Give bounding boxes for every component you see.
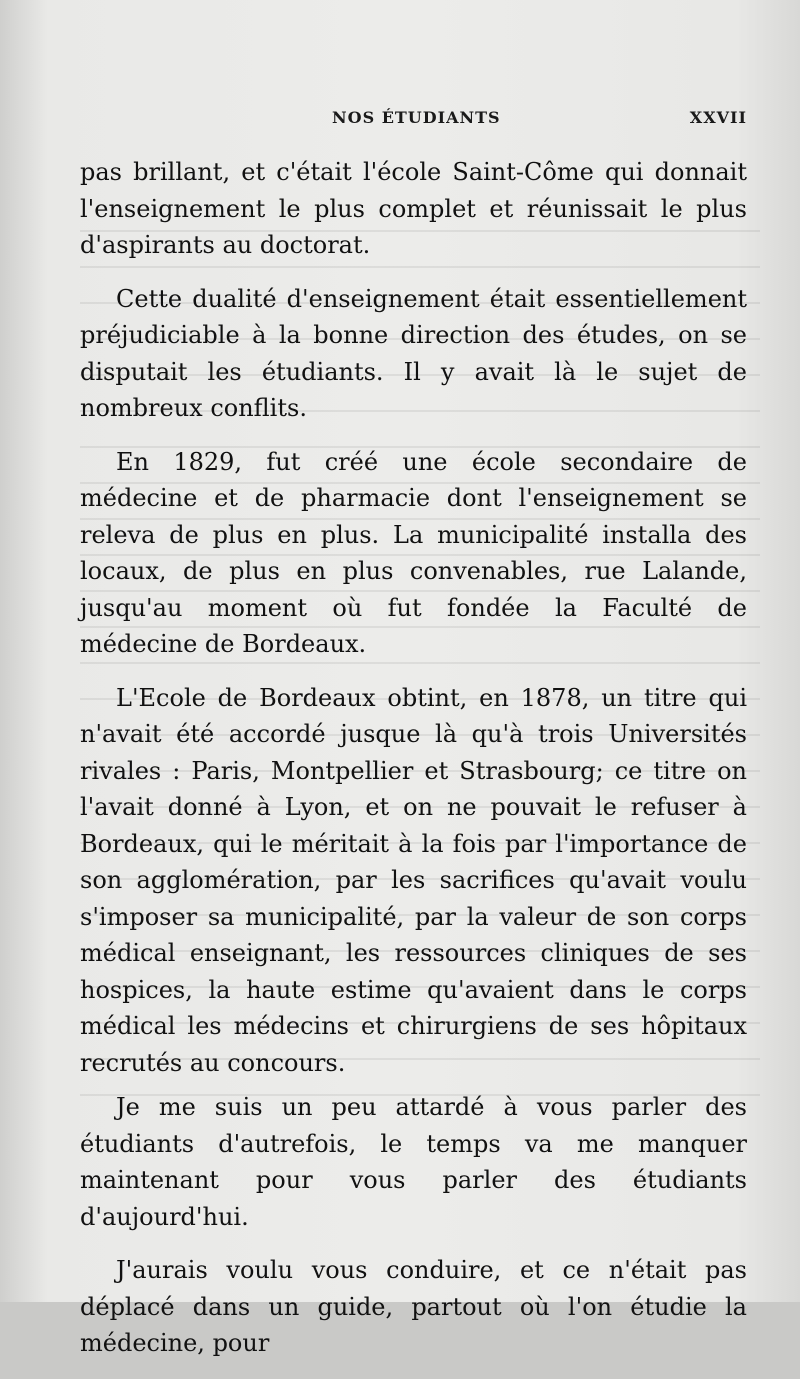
paragraph: pas brillant, et c'était l'école Saint-Côme qui donnait l'enseignement le plus complet et réunissait le plus d'aspirants au doctorat. <box>80 158 747 259</box>
paragraph: Je me suis un peu attardé à vous parler des étudiants d'autrefois, le temps va me manquer maintenant pour vous parler des étudiants d'aujourd'hui. <box>80 1093 747 1231</box>
page-number: XXVII <box>689 108 747 127</box>
paragraph: J'aurais voulu vous conduire, et ce n'était pas déplacé dans un guide, partout où l'on étudie la médecine, pour <box>80 1256 747 1357</box>
paragraph: Cette dualité d'enseignement était essentiellement préjudiciable à la bonne direction des études, on se disputait les étudiants. Il y avait là le sujet de nombreux conflits. <box>80 284 747 422</box>
body-text <box>80 154 747 1379</box>
paragraph: En 1829, fut créé une école secondaire de médecine et de pharmacie dont l'enseignement se releva de plus en plus. La municipalité installa des locaux, de plus en plus convenables, rue Lalande, jusqu'au moment où fut fondée la Faculté de médecine de Bordeaux. <box>80 447 747 658</box>
running-title: NOS ÉTUDIANTS <box>332 108 501 127</box>
page-header <box>80 108 747 130</box>
paragraph: L'Ecole de Bordeaux obtint, en 1878, un titre qui n'avait été accordé jusque là qu'à trois Universités rivales : Paris, Montpellier et Strasbourg; ce titre on l'avait donné à Lyon, et on ne pouvait le refuser à Bordeaux, qui le méritait à la fois par l'importance de son agglomération, par les sacrifices qu'avait voulu s'imposer sa municipalité, par la valeur de son corps médical enseignant, les ressources cliniques de ses hospices, la haute estime qu'avaient dans le corps médical les médecins et chirurgiens de ses hôpitaux recrutés au concours. <box>80 683 747 1077</box>
